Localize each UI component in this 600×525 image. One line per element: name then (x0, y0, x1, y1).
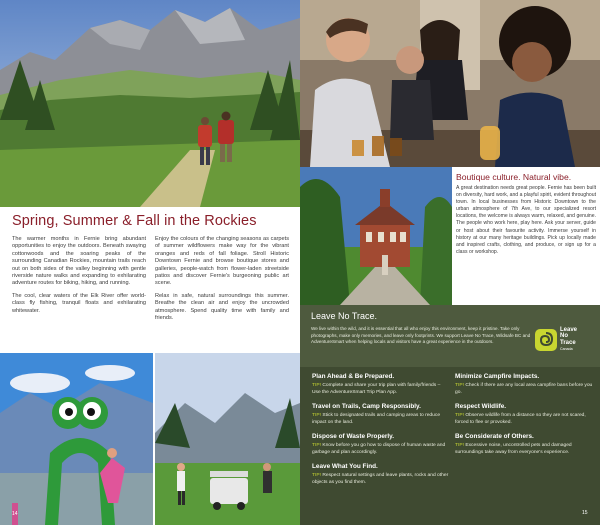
tip-title: Plan Ahead & Be Prepared. (312, 373, 395, 380)
logo-line: No (560, 333, 568, 340)
tip-title: Dispose of Waste Properly. (312, 433, 395, 440)
leave-no-trace-header (300, 305, 600, 367)
spring-summer-fall-section (0, 207, 300, 353)
splash-park-photo (0, 353, 153, 525)
tip-title: Respect Wildlife. (455, 403, 507, 410)
tip-text: TIP! Respect natural settings and leave plants, rocks and other objects as you find them. (312, 473, 449, 485)
paragraph: Enjoy the colours of the changing seasons as carpets of summer wildflowers make way for the vibrant oranges and reds of fall foliage. Stroll Historic Downtown Fernie and browse boutique stores and galleries, people-watch from flower-laden streetside patios and discover Fernie's burgeoning public art scene. (155, 236, 289, 287)
tip-title: Be Considerate of Others. (455, 433, 534, 440)
text-column-right (155, 236, 289, 327)
paragraph: Relax in safe, natural surroundings this summer. Breathe the clean air and enjoy the uncrowded atmosphere. Spend quality time with family and friends. (155, 292, 289, 322)
patio-friends-photo (300, 0, 600, 167)
tip-text: TIP! Excessive noise, uncontrolled pets and damaged surroundings take away from everyone's experience. (455, 443, 572, 455)
leave-no-trace-logo-icon (535, 329, 557, 351)
leave-no-trace-tips (300, 367, 600, 525)
section-heading: Leave No Trace. (311, 311, 378, 321)
tip-text: TIP! Know before you go how to dispose of human waste and garbage and plan accordingly. (312, 443, 446, 455)
tips-column-right (455, 373, 593, 463)
logo-line: Canada (560, 347, 573, 352)
logo-line: Leave (560, 327, 578, 333)
tip-title: Minimize Campfire Impacts. (455, 373, 540, 380)
tip-text: TIP! Check if there are any local area campfire bans before you go. (455, 383, 593, 395)
boutique-culture-section (452, 167, 600, 305)
paragraph: A great destination needs great people. Fernie has been built on diversity, hard work, and a playful spirit, evident throughout town. In local businesses from Historic Downtown to the urban atmosphere of 7th Ave, to our specialized resort locations, the welcome is always warm, relaxed, and genuine. The people who work here, play here. Ask your server, guide or host about their favourite activity. Immerse yourself in history at our many heritage buildings. Pick up locally made and inspired crafts, clothing, and produce, or sign up for a class or workshop. (456, 185, 596, 255)
tip-text: TIP! Stick to designated trails and camping areas to reduce impact on the land. (312, 413, 441, 425)
paragraph: The warmer months in Fernie bring abundant opportunities to enjoy the outdoors. Beneath swaying cottonwoods and the soaring peaks of the surrounding Canadian Rockies, mountain trails reach out on both sides of the valley beginning with gentle riverside nature walks and expanding to exhilarating adventure routes for biking, hiking, and running. (12, 236, 146, 287)
tip-title: Travel on Trails, Camp Responsibly. (312, 403, 421, 410)
page-number: 15 (582, 510, 588, 516)
intro-paragraph: We live within the wild, and it is essential that all who enjoy this environment, keep it pristine. Take only photographs, make only memories, and leave only footprints. We support Leave No Trace, Wildsafe BC and AdventureSmart when helping locals and visitors have a great experience in the outdoors. (311, 326, 531, 345)
page-number: 14 (12, 511, 18, 517)
tips-column-left (312, 373, 450, 493)
hikers-mountain-photo (0, 0, 300, 207)
historic-building-photo (300, 167, 452, 305)
logo-line: Trace (560, 339, 576, 346)
golf-course-photo (155, 353, 300, 525)
leave-no-trace-logo (535, 327, 595, 359)
text-column-left (12, 236, 146, 320)
tip-title: Leave What You Find. (312, 463, 378, 470)
paragraph: The cool, clear waters of the Elk River offer world-class fly fishing, tranquil floats and exhilarating whitewater. (12, 292, 146, 314)
logo-wordmark (560, 327, 577, 353)
section-heading: Spring, Summer & Fall in the Rockies (12, 213, 257, 229)
tip-text: TIP! Complete and share your trip plan with family/friends – Use the AdventureSmart Trip Plan App. (312, 383, 441, 395)
tip-text: TIP! Observe wildlife from a distance so they are not scared, forced to flee or provoked. (455, 413, 586, 425)
section-heading: Boutique culture. Natural vibe. (456, 172, 572, 182)
